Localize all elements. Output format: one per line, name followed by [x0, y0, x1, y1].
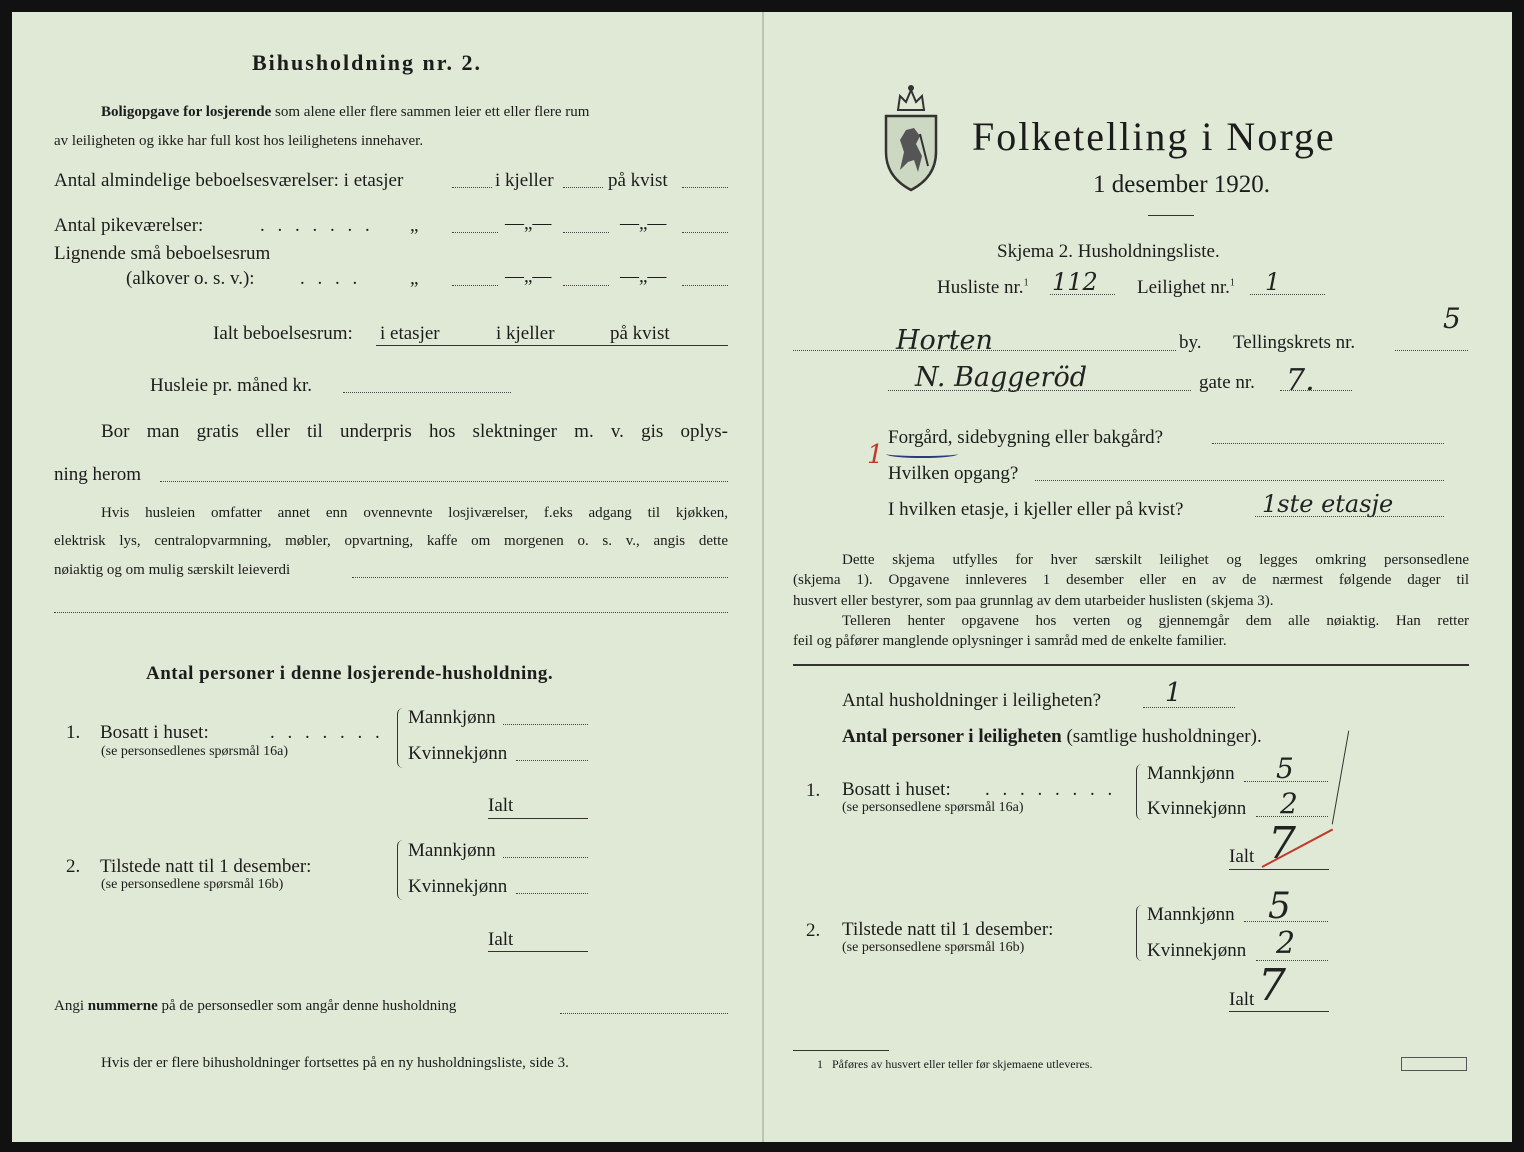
- etasje-label: I hvilken etasje, i kjeller eller på kvist?: [888, 499, 1184, 520]
- angi-pre: Angi: [54, 998, 84, 1014]
- right-q1-sub: (se personsedlene spørsmål 16a): [842, 800, 1024, 815]
- pike-ditto-3: —„—: [620, 213, 667, 234]
- left-q1-sub: (se personsedlenes spørsmål 16a): [101, 744, 289, 759]
- lignende-etasjer-field[interactable]: [452, 285, 498, 286]
- pike-kvist-field[interactable]: [682, 232, 728, 233]
- right-q2-brace: [1136, 905, 1143, 961]
- krets-field: [1395, 350, 1468, 351]
- leieverdi-field-2[interactable]: [54, 612, 728, 613]
- opgang-label: Hvilken opgang?: [888, 463, 1019, 484]
- left-q2-label: Tilstede natt til 1 desember:: [100, 856, 312, 877]
- krets-label: Tellingskrets nr.: [1233, 332, 1356, 353]
- etasje-field: [1255, 516, 1444, 517]
- forgaard-label: Forgård, sidebygning eller bakgård?: [888, 427, 1164, 448]
- right-q1-label: Bosatt i huset:: [842, 779, 951, 800]
- right-q1-kvinne-label: Kvinnekjønn: [1147, 798, 1247, 819]
- gate-nr-field: [1280, 390, 1352, 391]
- left-title: Bihusholdning nr. 2.: [252, 50, 482, 75]
- right-q1-ialt-value[interactable]: 7: [1268, 818, 1296, 869]
- hush-label: Antal husholdninger i leiligheten?: [842, 690, 1102, 711]
- husliste-field: [1050, 294, 1115, 295]
- angi-line: [54, 998, 456, 1015]
- left-q2-sub: (se personsedlene spørsmål 16b): [101, 877, 284, 892]
- pike-etasjer-field[interactable]: [452, 232, 498, 233]
- right-q1-kvinne-value[interactable]: 2: [1280, 787, 1298, 820]
- left-q1-label: Bosatt i huset:: [100, 722, 209, 743]
- pike-label: Antal pikeværelser:: [54, 215, 204, 236]
- right-q2-kvinne-value[interactable]: 2: [1276, 926, 1296, 961]
- right-q2-mann-field: [1244, 921, 1328, 922]
- lignende-ditto: „: [410, 268, 419, 289]
- right-q2-mann-label: Mannkjønn: [1147, 904, 1235, 925]
- leilighet-sup: 1: [1229, 277, 1235, 289]
- leilighet-field: [1250, 294, 1325, 295]
- etasje-value[interactable]: 1ste etasje: [1262, 490, 1394, 518]
- intro-line-2: av leiligheten og ikke har full kost hos leilighetens innehaver.: [54, 133, 424, 149]
- info-line-1: Dette skjema utfylles for hver særskilt leilighet og legges omkring personsedlene: [842, 552, 1469, 568]
- pike-kjeller-field[interactable]: [563, 232, 609, 233]
- forgaard-underline-mark: [886, 450, 958, 458]
- left-q2-kvinne-label: Kvinnekjønn: [408, 876, 508, 897]
- left-footer: Hvis der er flere bihusholdninger fortsettes på en ny husholdningsliste, side 3.: [101, 1055, 569, 1071]
- footnote: [817, 1057, 1093, 1072]
- right-q2-ialt-value[interactable]: 7: [1258, 960, 1286, 1011]
- left-q1-ialt-label: Ialt: [488, 795, 514, 816]
- right-q2-label: Tilstede natt til 1 desember:: [842, 919, 1054, 940]
- by-label: by.: [1179, 332, 1202, 353]
- norway-coat-of-arms-icon: [880, 82, 942, 199]
- info-line-4: Telleren henter opgavene hos verten og gjennemgår dem alle nøiaktig. Han retter: [842, 613, 1469, 629]
- husliste-value[interactable]: 112: [1052, 268, 1098, 296]
- by-field: [793, 350, 1176, 351]
- by-value[interactable]: Horten: [896, 325, 993, 356]
- left-q1-num: 1.: [66, 722, 81, 743]
- right-q1-mann-field: [1244, 781, 1328, 782]
- rooms-kvist-field[interactable]: [682, 187, 728, 188]
- right-q1-brace: [1136, 764, 1143, 820]
- leieverdi-field[interactable]: [352, 577, 728, 578]
- right-q2-num: 2.: [806, 920, 821, 941]
- margin-check-mark: 1: [867, 440, 884, 470]
- ialt-etasjer-label: i etasjer: [380, 323, 440, 344]
- left-q2-mann-field[interactable]: [503, 857, 588, 858]
- intro-bold: Boligopgave for losjerende: [101, 104, 272, 120]
- husleie-field[interactable]: [343, 392, 511, 393]
- info-line-5: feil og påfører manglende oplysninger i samråd med de enkelte familier.: [793, 633, 1227, 649]
- rooms-kjeller-label: i kjeller: [495, 170, 554, 191]
- lignende-kjeller-field[interactable]: [563, 285, 609, 286]
- lignende-label-2: (alkover o. s. v.):: [126, 268, 255, 289]
- info-line-3: husvert eller bestyrer, som paa grunnlag av dem utarbeider huslisten (skjema 3).: [793, 593, 1274, 609]
- info-rule: [793, 664, 1469, 666]
- footnote-num: 1: [817, 1057, 823, 1071]
- angi-post: på de personsedler som angår denne husholdning: [161, 998, 457, 1014]
- gratis-line-2: ning herom: [54, 464, 142, 485]
- gate-label: gate nr.: [1199, 372, 1255, 393]
- gate-nr-value[interactable]: 7.: [1286, 363, 1315, 398]
- page-fold: [762, 12, 764, 1142]
- rooms-etasjer-field[interactable]: [452, 187, 492, 188]
- skjema-label: Skjema 2. Husholdningsliste.: [997, 241, 1220, 262]
- lignende-kvist-field[interactable]: [682, 285, 728, 286]
- rooms-kvist-label: på kvist: [608, 170, 668, 191]
- right-q2-ialt-field: [1229, 1011, 1329, 1012]
- opgang-field[interactable]: [1035, 480, 1444, 481]
- right-q1-mann-label: Mannkjønn: [1147, 763, 1235, 784]
- krets-value[interactable]: 5: [1443, 302, 1461, 335]
- gratis-field[interactable]: [160, 481, 728, 482]
- printer-stamp: [1401, 1057, 1467, 1071]
- right-q2-sub: (se personsedlene spørsmål 16b): [842, 940, 1025, 955]
- right-q2-mann-value[interactable]: 5: [1268, 886, 1291, 927]
- gate-field: [888, 390, 1191, 391]
- info-line-2: (skjema 1). Opgavene innleveres 1 desember eller en av de nærmest følgende dager til: [793, 572, 1469, 588]
- footnote-rule: [793, 1050, 889, 1051]
- left-q2-brace: [397, 840, 404, 900]
- angi-bold: nummerne: [87, 998, 158, 1014]
- census-date: 1 desember 1920.: [1093, 171, 1271, 198]
- left-q2-ialt-field[interactable]: [488, 951, 588, 952]
- right-q1-num: 1.: [806, 780, 821, 801]
- forgaard-field[interactable]: [1212, 443, 1444, 444]
- ialt-rooms-underline: [376, 345, 728, 346]
- persons-bold: Antal personer i leiligheten: [842, 726, 1062, 747]
- husleie-label: Husleie pr. måned kr.: [150, 375, 312, 396]
- right-persons-heading: [842, 726, 1262, 748]
- leilighet-label: [1137, 277, 1235, 299]
- rooms-kjeller-field[interactable]: [563, 187, 603, 188]
- lignende-ditto-3: —„—: [620, 266, 667, 287]
- right-q2-kvinne-label: Kvinnekjønn: [1147, 940, 1247, 961]
- right-title: Folketelling i Norge: [972, 114, 1336, 159]
- leilighet-value[interactable]: 1: [1265, 268, 1281, 296]
- left-q1-ialt-field[interactable]: [488, 818, 588, 819]
- left-q1-mann-field[interactable]: [503, 724, 588, 725]
- intro-line-1: [101, 104, 728, 121]
- right-q2-ialt-label: Ialt: [1229, 989, 1255, 1010]
- left-q2-num: 2.: [66, 856, 81, 877]
- left-q2-mann-label: Mannkjønn: [408, 840, 496, 861]
- left-q1-mann-label: Mannkjønn: [408, 707, 496, 728]
- right-q1-kvinne-field: [1256, 816, 1328, 817]
- husliste-text: Husliste nr.: [937, 277, 1024, 298]
- hush-value[interactable]: 1: [1165, 678, 1182, 708]
- left-q2-kvinne-field[interactable]: [516, 893, 588, 894]
- left-persons-heading: Antal personer i denne losjerende-husholdning.: [146, 663, 554, 684]
- gratis-line-1: Bor man gratis eller til underpris hos slektninger m. v. gis oplys-: [101, 421, 728, 442]
- lignende-label-1: Lignende små beboelsesrum: [54, 243, 271, 264]
- leilighet-text: Leilighet nr.: [1137, 277, 1230, 298]
- ialt-kjeller-label: i kjeller: [496, 323, 555, 344]
- angi-field[interactable]: [560, 1013, 728, 1014]
- left-q2-ialt-label: Ialt: [488, 929, 514, 950]
- pike-dots: . . . . . . .: [260, 215, 374, 236]
- husliste-sup: 1: [1023, 277, 1029, 289]
- left-q1-dots: . . . . . . .: [270, 722, 384, 743]
- hush-field: [1143, 707, 1235, 708]
- hvis-line-1: Hvis husleien omfatter annet enn ovennevnte losjiværelser, f.eks adgang til kjøkken,: [101, 505, 728, 521]
- right-q1-dots: . . . . . . . .: [985, 779, 1117, 800]
- lignende-ditto-2: —„—: [505, 266, 552, 287]
- lignende-dots: . . . .: [300, 268, 362, 289]
- title-rule: [1148, 215, 1194, 216]
- left-q1-brace: [397, 708, 404, 768]
- pike-ditto: „: [410, 215, 419, 236]
- persons-rest: (samtlige husholdninger).: [1066, 726, 1262, 747]
- footnote-text: Påføres av husvert eller teller før skjemaene utleveres.: [832, 1057, 1093, 1071]
- hvis-line-2: elektrisk lys, centralopvarmning, møbler, opvartning, kaffe om morgenen o. s. v., angis dette: [54, 533, 728, 549]
- right-q1-mann-value[interactable]: 5: [1276, 752, 1294, 785]
- ialt-kvist-label: på kvist: [610, 323, 670, 344]
- ialt-rooms-label: Ialt beboelsesrum:: [213, 323, 353, 344]
- right-q1-ialt-field: [1229, 869, 1329, 870]
- hvis-line-3: nøiaktig og om mulig særskilt leieverdi: [54, 562, 291, 578]
- pike-ditto-2: —„—: [505, 213, 552, 234]
- intro-rest-1: som alene eller flere sammen leier ett eller flere rum: [275, 104, 590, 120]
- rooms-label: Antal almindelige beboelsesværelser: i etasjer: [54, 170, 404, 191]
- left-q1-kvinne-field[interactable]: [516, 760, 588, 761]
- right-q1-ialt-label: Ialt: [1229, 846, 1255, 867]
- gate-value[interactable]: N. Baggeröd: [915, 362, 1087, 393]
- husliste-label: [937, 277, 1029, 299]
- left-q1-kvinne-label: Kvinnekjønn: [408, 743, 508, 764]
